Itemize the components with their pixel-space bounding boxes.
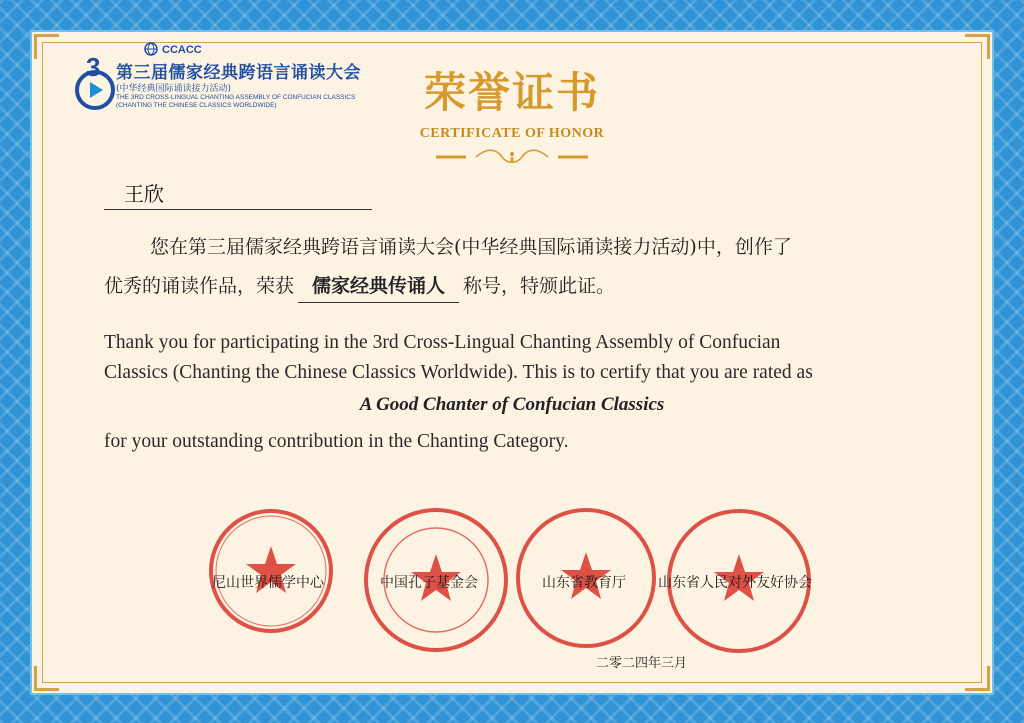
globe-icon [144, 42, 158, 56]
certificate-title-en: CERTIFICATE OF HONOR [419, 126, 605, 141]
corner-ornament [34, 34, 59, 59]
logo-subtitle: (中华经典国际诵读接力活动) [116, 84, 232, 94]
seals-area [0, 500, 1024, 660]
logo-numeral: 3 [86, 54, 101, 82]
recipient-name: 王欣 [124, 182, 164, 206]
issuer-3-name: 山东省教育厅 [542, 575, 626, 591]
seal-nishan-icon [206, 506, 336, 636]
title-ornament-icon [436, 146, 588, 168]
body-cn-line-2-after: 称号，特颁此证。 [463, 275, 616, 297]
issuer-1-name: 尼山世界儒学中心 [212, 575, 324, 591]
issue-date: 二零二四年三月 [596, 656, 688, 671]
logo-title: 第三届儒家经典跨语言诵读大会 [116, 63, 361, 83]
corner-ornament [965, 34, 990, 59]
name-underline [104, 209, 372, 210]
issuer-2-name: 中国孔子基金会 [380, 575, 478, 591]
body-cn-line-2 [104, 271, 615, 303]
body-cn-line-2-before: 优秀的诵读作品，荣获 [104, 275, 295, 297]
body-en-line-1: Thank you for participating in the 3rd Cross-Lingual Chanting Assembly of Confucian [104, 332, 781, 353]
event-logo [74, 42, 404, 152]
body-en-line-3: for your outstanding contribution in the Chanting Category. [104, 431, 569, 452]
logo-english-line-1: THE 3RD CROSS-LINGUAL CHANTING ASSEMBLY OF CONFUCIAN CLASSICS [116, 94, 356, 101]
logo-short-name: CCACC [162, 44, 202, 56]
body-cn-line-1: 您在第三届儒家经典跨语言诵读大会(中华经典国际诵读接力活动)中，创作了 [150, 236, 792, 258]
corner-ornament [34, 666, 59, 691]
body-en-line-2: Classics (Chanting the Chinese Classics Worldwide). This is to certify that you are rated as [104, 362, 813, 383]
issuer-4-name: 山东省人民对外友好协会 [658, 575, 812, 591]
honor-title-en: A Good Chanter of Confucian Classics [359, 394, 665, 415]
honor-title-cn: 儒家经典传诵人 [298, 271, 459, 303]
corner-ornament [965, 666, 990, 691]
certificate-title-cn: 荣誉证书 [423, 68, 600, 117]
logo-english-line-2: (CHANTING THE CHINESE CLASSICS WORLDWIDE) [116, 102, 277, 109]
logo-emblem-icon [74, 54, 116, 114]
